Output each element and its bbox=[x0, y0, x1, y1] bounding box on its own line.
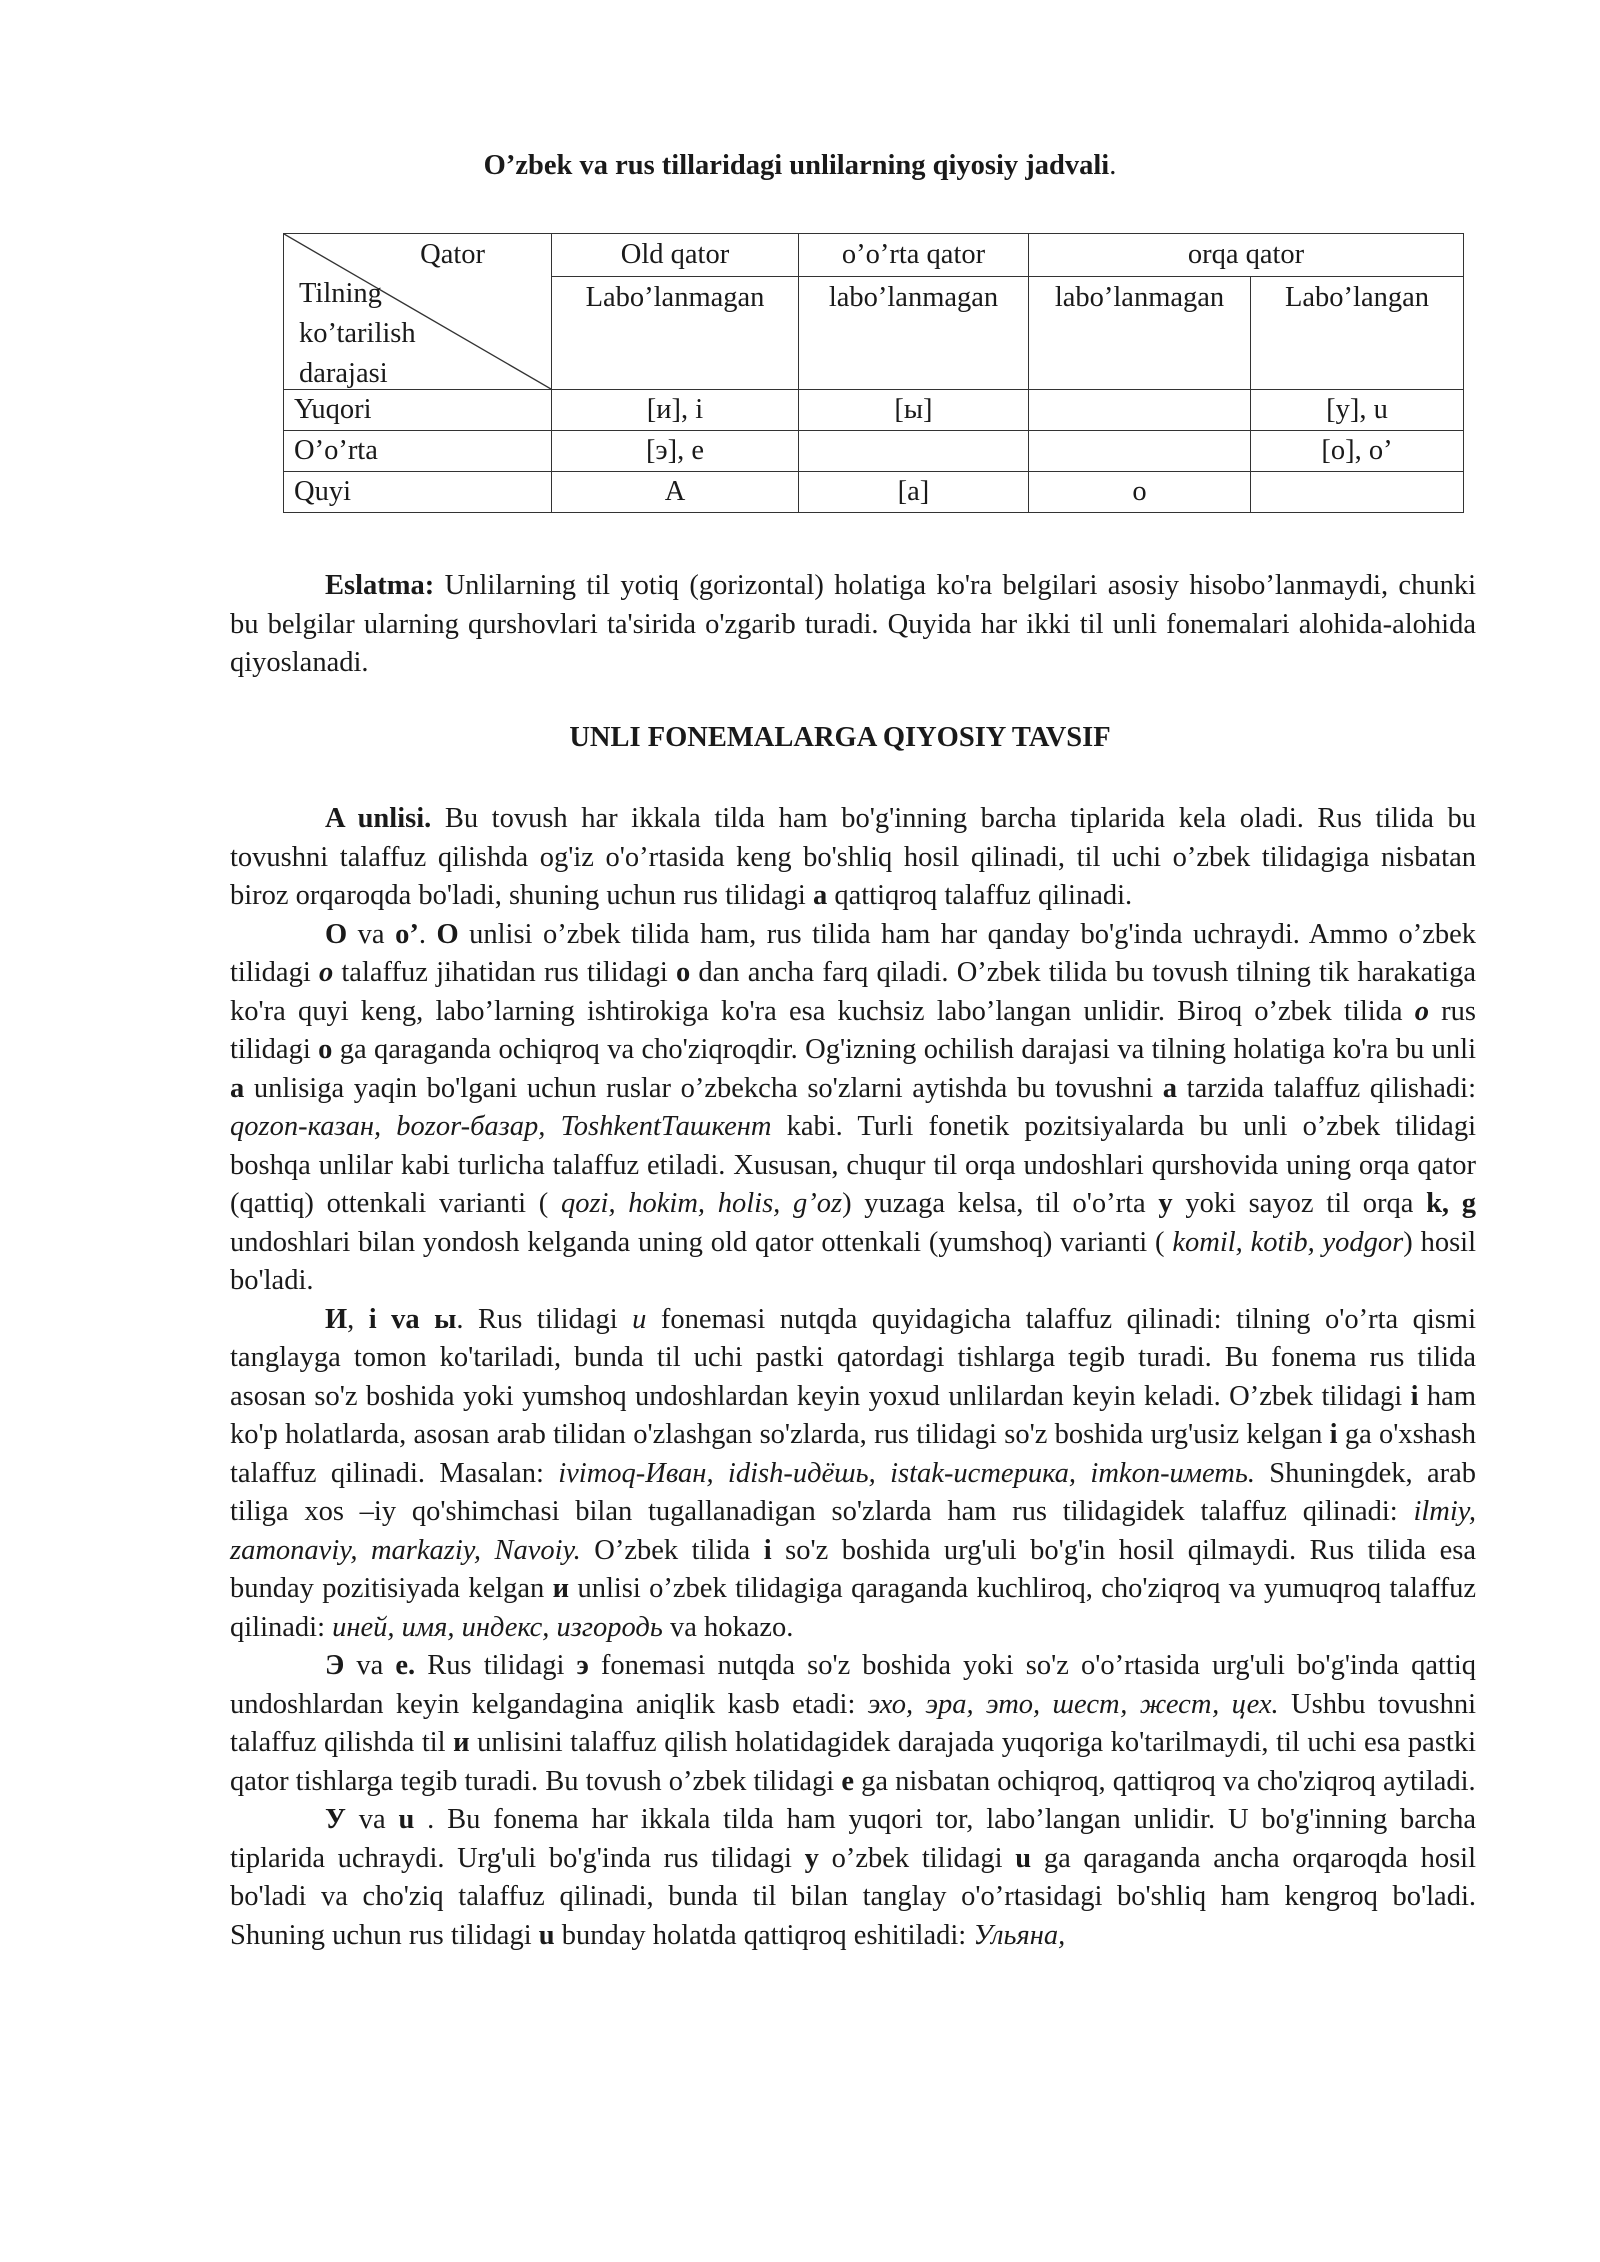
note-label: Eslatma: bbox=[325, 570, 435, 601]
col-group-middle: o’o’rta qator bbox=[799, 234, 1029, 277]
sub-header: Labo’lanmagan bbox=[552, 277, 799, 390]
table-cell bbox=[1251, 472, 1464, 513]
col-group-back: orqa qator bbox=[1029, 234, 1464, 277]
corner-bottom-label bbox=[299, 274, 416, 394]
main-text bbox=[230, 800, 1476, 1955]
section-heading: UNLI FONEMALARGA QIYOSIY TAVSIF bbox=[569, 722, 1111, 753]
corner-line-2: ko’tarilish bbox=[299, 318, 416, 349]
sub-header: labo’lanmagan bbox=[1029, 277, 1251, 390]
table-cell bbox=[1029, 431, 1251, 472]
title-dot: . bbox=[1109, 150, 1117, 181]
paragraph-i: И, i va ы. Rus tilidagi и fonemasi nutqda quyidagicha talaffuz qilinadi: tilning o'o’rta qismi tanglayga tomon ko'tariladi, bunda til uchi pastki qatordagi tishlarga tegib turadi. Bu fonema rus tilida asosan so'z boshida yoki yumshoq undoshlardan keyin yoxud unlilardan keyin keladi. O’zbek tilidagi i ham ko'p holatlarda, asosan arab tilidan o'zlashgan so'zlarda, rus tilidagi so'z boshida urg'usiz kelgan i ga o'xshash talaffuz qilinadi. Masalan: ivimoq-Иван, idish-идёшь, istak-истерика, imkon-иметь. Shuningdek, arab tiliga xos –iy qo'shimchasi bilan tugallanadigan so'zlarda ham rus tilidagidek talaffuz qilinadi: ilmiy, zamonaviy, markaziy, Navoiy. O’zbek tilida i so'z boshida urg'uli bo'g'in hosil qilmaydi. Rus tilida esa bunday pozitisiyada kelgan и unlisi o’zbek tilidagiga qaraganda kuchliroq, cho'ziqroq va yumuqroq talaffuz qilinadi: иней, имя, индекс, изгородь va hokazo. bbox=[230, 1303, 1476, 1643]
table-cell: o bbox=[1029, 472, 1251, 513]
table-cell: [о], o’ bbox=[1251, 431, 1464, 472]
corner-line-1: Tilning bbox=[299, 278, 382, 309]
table-cell: [ы] bbox=[799, 390, 1029, 431]
table-cell bbox=[1029, 390, 1251, 431]
table-cell: [а] bbox=[799, 472, 1029, 513]
sub-header: labo’lanmagan bbox=[799, 277, 1029, 390]
table-cell bbox=[799, 431, 1029, 472]
table-cell: [э], e bbox=[552, 431, 799, 472]
title-text: O’zbek va rus tillaridagi unlilarning qiyosiy jadvali bbox=[483, 150, 1110, 181]
paragraph-a: A unlisi. Bu tovush har ikkala tilda ham bo'g'inning barcha tiplarida kela oladi. Rus tilida bu tovushni talaffuz qilishda og'iz o'o’rtasida keng bo'shliq hosil qilinadi, til uchi o’zbek tilidagiga nisbatan biroz orqaroqda bo'ladi, shuning uchun rus tilidagi a qattiqroq talaffuz qilinadi. bbox=[230, 803, 1476, 911]
row-label: O’o’rta bbox=[284, 431, 552, 472]
table-cell: [у], u bbox=[1251, 390, 1464, 431]
table-cell: А bbox=[552, 472, 799, 513]
vowel-comparison-table bbox=[283, 233, 1464, 513]
row-label: Quyi bbox=[284, 472, 552, 513]
row-label: Yuqori bbox=[284, 390, 552, 431]
table-row bbox=[284, 472, 1464, 513]
table-corner-cell bbox=[284, 234, 552, 390]
paragraph-u: У va u . Bu fonema har ikkala tilda ham yuqori tor, labo’langan unlidir. U bo'g'inning barcha tiplarida uchraydi. Urg'uli bo'g'inda rus tilidagi y o’zbek tilidagi u ga qaraganda ancha orqaroqda hosil bo'ladi va cho'ziq talaffuz qilinadi, bunda til bilan tanglay o'o’rtasidagi bo'shliq ham kengroq bo'ladi. Shuning uchun rus tilidagi u bunday holatda qattiqroq eshitiladi: Ульяна, bbox=[230, 1804, 1477, 1951]
corner-top-label: Qator bbox=[420, 239, 485, 270]
page-title bbox=[0, 150, 1600, 182]
paragraph-e: Э va e. Rus tilidagi э fonemasi nutqda so'z boshida yoki so'z o'o’rtasida urg'uli bo'g'inda qattiq undoshlardan keyin kelgandagina aniqlik kasb etadi: эхо, эра, это, шест, жест, цех. Ushbu tovushni talaffuz qilishda til и unlisini talaffuz qilish holatidagidek darajada yuqoriga ko'tarilmaydi, til uchi esa pastki qator tishlarga tegib turadi. Bu tovush o’zbek tilidagi e ga nisbatan ochiqroq, qattiqroq va cho'ziqroq aytiladi. bbox=[230, 1650, 1477, 1797]
corner-line-3: darajasi bbox=[299, 358, 388, 389]
table-row bbox=[284, 431, 1464, 472]
sub-header: Labo’langan bbox=[1251, 277, 1464, 390]
note-paragraph bbox=[230, 567, 1476, 683]
col-group-old: Old qator bbox=[552, 234, 799, 277]
table-row bbox=[284, 390, 1464, 431]
paragraph-o: O va o’. O unlisi o’zbek tilida ham, rus tilida ham har qanday bo'g'inda uchraydi. Ammo o’zbek tilidagi o talaffuz jihatidan rus tilidagi o dan ancha farq qiladi. O’zbek tilida bu tovush tilning tik harakatiga ko'ra quyi keng, labo’larning ishtirokiga ko'ra esa kuchsiz labo’langan unlidir. Biroq o’zbek tilida o rus tilidagi o ga qaraganda ochiqroq va cho'ziqroqdir. Og'izning ochilish darajasi va tilning holatiga ko'ra bu unli a unlisiga yaqin bo'lgani uchun ruslar o’zbekcha so'zlarni aytishda bu tovushni a tarzida talaffuz qilishadi: qozon-казан, bozor-базар, ToshkentТашкент kabi. Turli fonetik pozitsiyalarda bu unli o’zbek tilidagi boshqa unlilar kabi turlicha talaffuz etiladi. Xususan, chuqur til orqa undoshlari qurshovida uning orqa qator (qattiq) ottenkali varianti ( qozi, hokim, holis, g’oz) yuzaga kelsa, til o'o’rta y yoki sayoz til orqa k, g undoshlari bilan yondosh kelganda uning old qator ottenkali (yumshoq) varianti ( komil, kotib, yodgor) hosil bo'ladi. bbox=[230, 918, 1476, 1296]
table-cell: [и], i bbox=[552, 390, 799, 431]
note-text: Unlilarning til yotiq (gorizontal) holatiga ko'ra belgilari asosiy hisobo’lanmaydi, chunki bu belgilar ularning qurshovlari ta'sirida o'zgarib turadi. Quyida har ikki til unli fonemalari alohida-alohida qiyoslanadi. bbox=[230, 570, 1476, 678]
